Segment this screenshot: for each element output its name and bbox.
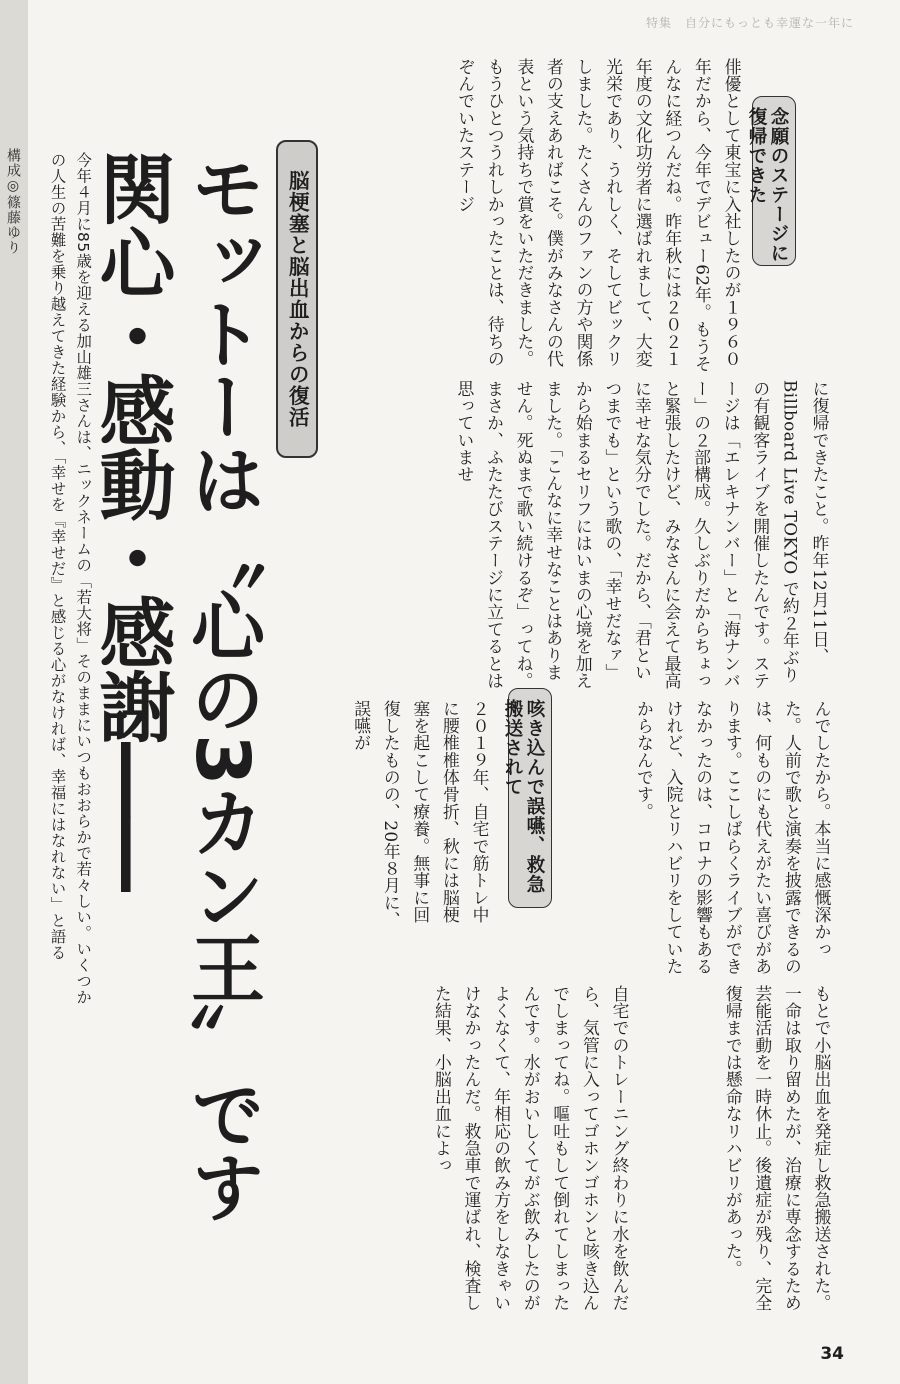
page-number: 34 [820, 1344, 844, 1364]
lead-paragraph: 今年４月に85歳を迎える加山雄三さんは、ニックネームの「若大将」そのままにいつもおおらかで若々しい。いくつかの人生の苦難を乗り越えてきた経験から、「幸せを『幸せだ』と感じる心がなければ、幸福にはなれない」と語る [48, 152, 93, 1005]
running-head: 特集 自分にもっとも幸運な一年に [645, 16, 854, 30]
section-1-heading-box [746, 96, 796, 266]
section-2-heading-box [502, 688, 552, 908]
headline-line-1: 関心・感動・感謝―― [87, 150, 176, 890]
body-column-3: んでしたから。本当に感慨深かった。人前で歌と演奏を披露できるのは、何ものにも代えがたい喜びがあります。ここしばらくライブができなかったのは、コロナの影響もあるけれど、入院とリハビリをしていたからなんです。 [634, 700, 832, 976]
author-credit: 構成◎篠藤ゆり [5, 148, 21, 255]
body-column-1: 俳優として東宝に入社したのが１９６０年だから、今年でデビュー62年。もうそんなに経つんだね。昨年秋には２０２１年度の文化功労者に選ばれまして、大変光栄であり、うれしく、そしてビックリしました。たくさんのファンの方や関係者の支えあればこそ。僕がみなさんの代表という気持ちで賞をいただきました。もうひとつうれしかったことは、待ちのぞんでいたステージ [455, 58, 742, 373]
body-column-4: ２０１９年、自宅で筋トレ中に腰椎椎体骨折、秋には脳梗塞を起こして療養。無事に回復したものの、20年８月に、誤嚥が [351, 700, 490, 929]
section-2-heading: 咳き込んで誤嚥、救急搬送されて [502, 699, 545, 894]
body-column-2: に復帰できたこと。昨年12月11日、Billboard Live TOKYO で約２年ぶりの有観客ライブを開催したんです。ステージは「エレキナンバー」と「海ナンバー」の２部構成。久しぶりだからちょっと緊張したけど、みなさんに会えて最高に幸せな気分でした。だから、「君といつまでも」という歌の、「幸せだなァ」から始まるセリフにはいまの心境を加えました。「こんなに幸せなことはありません。死ぬまで歌い続けるぞ」ってね。まさか、ふたたびステージに立てるとは思っていませ [454, 380, 830, 690]
body-column-5: もとで小脳出血を発症し救急搬送された。一命は取り留めたが、治療に専念するため芸能活動を一時休止。後遺症が残り、完全復帰までは懸命なリハビリがあった。 [723, 985, 832, 1312]
headline-line-2: モットーは〝心の3カン王〟です [179, 150, 265, 1223]
kicker-label: 脳梗塞と脳出血からの復活 [276, 140, 318, 458]
body-column-6: 自宅でのトレーニング終わりに水を飲んだら、気管に入ってゴホンゴホンと咳き込んでしまってね。嘔吐もして倒れてしまったんです。水がおいしくてがぶ飲みしたのがよくなくて、年相応の飲み方をしなきゃいけなかったんだ。救急車で運ばれ、検査した結果、小脳出血によっ [432, 985, 630, 1312]
section-1-heading: 念願のステージに復帰できた [746, 107, 789, 263]
